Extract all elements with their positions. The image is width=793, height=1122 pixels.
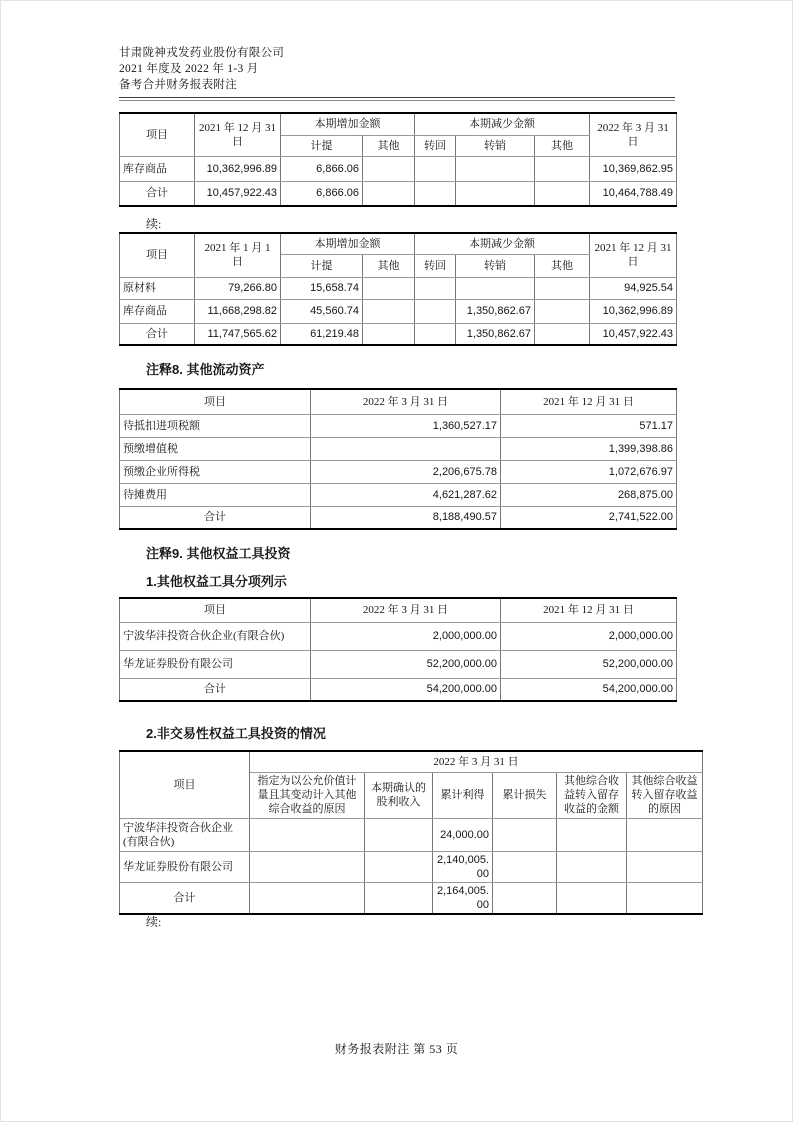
col-header-reversal: 转回 (415, 135, 456, 156)
cell-2022: 52,200,000.00 (311, 650, 501, 678)
cell-transfer-amount (557, 882, 627, 914)
cell-transfer-reason (627, 882, 703, 914)
col-header-end: 2022 年 3 月 31 日 (590, 113, 677, 156)
table-total-row (120, 882, 703, 914)
table-header-row (120, 389, 677, 414)
company-name: 甘肃陇神戎发药业股份有限公司 (119, 47, 285, 59)
col-header-transfer-reason: 其他综合收益转入留存收益的原因 (627, 772, 703, 818)
cell-transfer-amount (557, 818, 627, 851)
table-header-row (120, 751, 703, 772)
subsection-title-nontrading: 2.非交易性权益工具投资的情况 (146, 726, 326, 741)
cell-2021: 571.17 (501, 414, 677, 437)
report-title: 备考合并财务报表附注 (119, 79, 237, 91)
col-group-increase: 本期增加金额 (281, 233, 415, 254)
col-header-item: 项目 (120, 598, 311, 622)
col-header-2021: 2021 年 12 月 31 日 (501, 598, 677, 622)
col-header-writeoff: 转销 (456, 254, 535, 277)
cell-2022: 2,000,000.00 (311, 622, 501, 650)
cell-begin: 79,266.80 (195, 277, 281, 299)
cell-end: 94,925.54 (590, 277, 677, 299)
table-row (120, 299, 677, 323)
table-total-row (120, 181, 677, 206)
report-header (119, 45, 284, 93)
cell-dec-other (535, 299, 590, 323)
cell-gain: 24,000.00 (433, 818, 493, 851)
cell-item: 合计 (120, 678, 311, 701)
cell-dec-other (535, 323, 590, 345)
cell-inc-other (363, 299, 415, 323)
table-total-row (120, 506, 677, 529)
cell-item: 宁波华沣投资合伙企业(有限合伙) (120, 818, 250, 851)
cell-item: 库存商品 (120, 299, 195, 323)
cell-2021: 268,875.00 (501, 483, 677, 506)
cell-dividend (365, 882, 433, 914)
col-header-item: 项目 (120, 233, 195, 277)
subsection-title-equity-list: 1.其他权益工具分项列示 (146, 574, 287, 589)
table-row (120, 414, 677, 437)
col-header-2022: 2022 年 3 月 31 日 (311, 598, 501, 622)
cell-item: 华龙证券股份有限公司 (120, 650, 311, 678)
col-header-writeoff: 转销 (456, 135, 535, 156)
table-total-row (120, 678, 677, 701)
section-title-note8: 注释8. 其他流动资产 (146, 362, 265, 377)
table-row (120, 483, 677, 506)
cell-dec-other (535, 156, 590, 181)
cell-inc-other (363, 277, 415, 299)
col-header-2022: 2022 年 3 月 31 日 (311, 389, 501, 414)
cell-loss (493, 818, 557, 851)
cell-item: 待摊费用 (120, 483, 311, 506)
cell-2022: 1,360,527.17 (311, 414, 501, 437)
cell-item: 预缴企业所得税 (120, 460, 311, 483)
cell-inc-other (363, 323, 415, 345)
cell-writeoff (456, 277, 535, 299)
cell-item: 合计 (120, 323, 195, 345)
col-header-dec-other: 其他 (535, 254, 590, 277)
cell-transfer-reason (627, 851, 703, 882)
table-row (120, 818, 703, 851)
equity-instruments-table (119, 597, 677, 702)
col-header-accrual: 计提 (281, 254, 363, 277)
cell-transfer-reason (627, 818, 703, 851)
table-row (120, 156, 677, 181)
cell-item: 预缴增值税 (120, 437, 311, 460)
cell-reversal (415, 323, 456, 345)
inventory-provision-table-current (119, 112, 677, 207)
cell-reversal (415, 156, 456, 181)
cell-dividend (365, 818, 433, 851)
col-header-gain: 累计利得 (433, 772, 493, 818)
col-header-item: 项目 (120, 389, 311, 414)
table-total-row (120, 323, 677, 345)
col-header-dec-other: 其他 (535, 135, 590, 156)
cell-accrual: 6,866.06 (281, 156, 363, 181)
col-header-transfer-amount: 其他综合收益转入留存收益的金额 (557, 772, 627, 818)
col-header-item: 项目 (120, 113, 195, 156)
cell-2021: 1,072,676.97 (501, 460, 677, 483)
cell-item: 原材料 (120, 277, 195, 299)
col-group-date: 2022 年 3 月 31 日 (250, 751, 703, 772)
cell-reversal (415, 299, 456, 323)
cell-end: 10,369,862.95 (590, 156, 677, 181)
cell-dividend (365, 851, 433, 882)
table-row (120, 460, 677, 483)
cell-item: 合计 (120, 882, 250, 914)
cell-begin: 10,457,922.43 (195, 181, 281, 206)
cell-gain: 2,140,005.00 (433, 851, 493, 882)
col-header-dividend: 本期确认的股利收入 (365, 772, 433, 818)
other-current-assets-table (119, 388, 677, 530)
cell-fv-reason (250, 818, 365, 851)
cell-2022: 4,621,287.62 (311, 483, 501, 506)
cell-loss (493, 882, 557, 914)
cell-gain: 2,164,005.00 (433, 882, 493, 914)
header-rule (119, 97, 675, 101)
cell-accrual: 15,658.74 (281, 277, 363, 299)
col-header-begin: 2021 年 1 月 1 日 (195, 233, 281, 277)
col-header-begin: 2021 年 12 月 31 日 (195, 113, 281, 156)
cell-begin: 10,362,996.89 (195, 156, 281, 181)
table-row (120, 277, 677, 299)
cell-begin: 11,668,298.82 (195, 299, 281, 323)
inventory-provision-table-prior (119, 232, 677, 346)
cell-end: 10,464,788.49 (590, 181, 677, 206)
col-header-loss: 累计损失 (493, 772, 557, 818)
cell-writeoff: 1,350,862.67 (456, 323, 535, 345)
cell-item: 合计 (120, 506, 311, 529)
cell-writeoff (456, 181, 535, 206)
cell-item: 宁波华沣投资合伙企业(有限合伙) (120, 622, 311, 650)
cell-2022: 8,188,490.57 (311, 506, 501, 529)
cell-dec-other (535, 181, 590, 206)
page-footer: 财务报表附注 第 53 页 (334, 1042, 459, 1056)
cell-transfer-amount (557, 851, 627, 882)
cell-item: 华龙证券股份有限公司 (120, 851, 250, 882)
col-group-decrease: 本期减少金额 (415, 233, 590, 254)
table-row (120, 622, 677, 650)
cell-2021: 52,200,000.00 (501, 650, 677, 678)
cell-accrual: 6,866.06 (281, 181, 363, 206)
cell-2022: 54,200,000.00 (311, 678, 501, 701)
cell-reversal (415, 277, 456, 299)
cell-2021: 2,000,000.00 (501, 622, 677, 650)
col-header-reversal: 转回 (415, 254, 456, 277)
col-header-inc-other: 其他 (363, 254, 415, 277)
col-header-inc-other: 其他 (363, 135, 415, 156)
continuation-label: 续: (146, 915, 162, 929)
report-period: 2021 年度及 2022 年 1-3 月 (119, 63, 259, 75)
cell-item: 合计 (120, 181, 195, 206)
cell-writeoff: 1,350,862.67 (456, 299, 535, 323)
table-row (120, 650, 677, 678)
cell-fv-reason (250, 882, 365, 914)
table-header-row (120, 598, 677, 622)
cell-accrual: 61,219.48 (281, 323, 363, 345)
cell-dec-other (535, 277, 590, 299)
cell-end: 10,362,996.89 (590, 299, 677, 323)
cell-fv-reason (250, 851, 365, 882)
col-group-decrease: 本期减少金额 (415, 113, 590, 135)
table-row (120, 437, 677, 460)
col-group-increase: 本期增加金额 (281, 113, 415, 135)
cell-end: 10,457,922.43 (590, 323, 677, 345)
table-header-row (120, 113, 677, 135)
cell-begin: 11,747,565.62 (195, 323, 281, 345)
cell-reversal (415, 181, 456, 206)
col-header-fv-reason: 指定为以公允价值计量且其变动计入其他综合收益的原因 (250, 772, 365, 818)
col-header-2021: 2021 年 12 月 31 日 (501, 389, 677, 414)
cell-inc-other (363, 156, 415, 181)
cell-writeoff (456, 156, 535, 181)
table-row (120, 851, 703, 882)
cell-2021: 2,741,522.00 (501, 506, 677, 529)
cell-accrual: 45,560.74 (281, 299, 363, 323)
cell-loss (493, 851, 557, 882)
col-header-end: 2021 年 12 月 31 日 (590, 233, 677, 277)
nontrading-equity-table (119, 750, 703, 915)
col-header-accrual: 计提 (281, 135, 363, 156)
cell-inc-other (363, 181, 415, 206)
cell-2021: 1,399,398.86 (501, 437, 677, 460)
cell-item: 待抵扣进项税额 (120, 414, 311, 437)
section-title-note9: 注释9. 其他权益工具投资 (146, 546, 291, 561)
cell-2022 (311, 437, 501, 460)
cell-2022: 2,206,675.78 (311, 460, 501, 483)
continuation-label: 续: (146, 217, 162, 231)
cell-2021: 54,200,000.00 (501, 678, 677, 701)
table-header-row (120, 233, 677, 254)
col-header-item: 项目 (120, 751, 250, 818)
cell-item: 库存商品 (120, 156, 195, 181)
